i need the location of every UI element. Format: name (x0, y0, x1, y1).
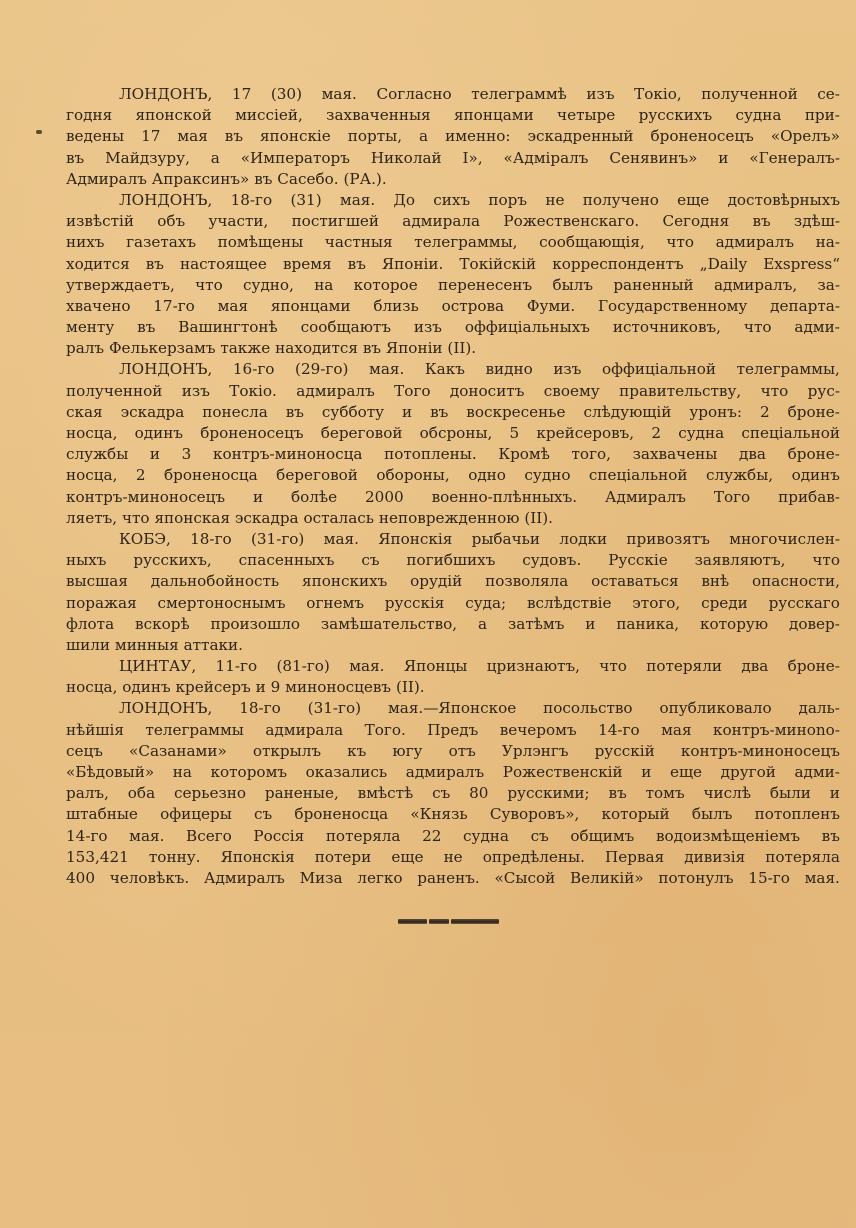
text-line: 400 человѣкъ. Адмиралъ Миза легко раненъ. «Сысой Великій» потонулъ 15-го мая. (66, 868, 840, 887)
text-line: ралъ Фелькерзамъ также находится въ Японіи (II). (66, 339, 477, 358)
divider-segment (451, 919, 499, 924)
text-line: ходится въ настоящее время въ Японіи. Токійскій корреспондентъ „Daily Exspress“ (66, 254, 840, 273)
text-line: поражая смертоноснымъ огнемъ русскія суда; вслѣдствіе этого, среди русскаго (66, 593, 840, 612)
text-line: штабные офицеры съ броненосца «Князь Суворовъ», который былъ потопленъ (66, 805, 840, 824)
text-line: ралъ, оба серьезно раненые, вмѣстѣ съ 80 русскими; въ томъ числѣ были и (66, 784, 840, 803)
text-line: сецъ «Сазанами» открылъ къ югу отъ Урлэнгъ русскій контръ-миноносецъ (66, 741, 840, 760)
text-line: ЛОНДОНЪ, 18-го (31) мая. До сихъ поръ не получено еще достовѣрныхъ (119, 190, 840, 209)
paragraph-tsingtao (66, 656, 840, 698)
margin-mark (36, 130, 42, 134)
text-line: ведены 17 мая въ японскіе порты, а именно: эскадренный броненосецъ «Орелъ» (66, 127, 840, 146)
divider-segment (398, 919, 427, 924)
text-line: извѣстій объ участи, постигшей адмирала Рожественскаго. Сегодня въ здѣш- (66, 212, 840, 231)
text-line: годня японской миссіей, захваченныя японцами четыре русскихъ судна при- (66, 106, 840, 125)
text-line: 153,421 тонну. Японскія потери еще не опредѣлены. Первая дивизія потеряла (66, 847, 840, 866)
text-line: 14-го мая. Всего Россія потеряла 22 судна съ общимъ водоизмѣщеніемъ въ (66, 826, 840, 845)
text-line: ЦИНТАУ, 11-го (81-го) мая. Японцы цризнаютъ, что потеряли два броне- (119, 657, 840, 676)
text-line: нѣйшія телеграммы адмирала Того. Предъ вечеромъ 14-го мая контръ-минono- (66, 720, 840, 739)
paragraph-london-17-30 (66, 84, 840, 190)
text-line: менту въ Вашингтонѣ сообщаютъ изъ оффиціальныхъ источниковъ, что адми- (66, 318, 840, 337)
text-line: службы и 3 контръ-миноносца потоплены. Кромѣ того, захвачены два броне- (66, 445, 840, 464)
text-line: хвачено 17-го мая японцами близь острова Фуми. Государственному департа- (66, 296, 840, 315)
text-line: ныхъ русскихъ, спасенныхъ съ погибшихъ судовъ. Русскіе заявляютъ, что (66, 551, 840, 570)
text-line: нихъ газетахъ помѣщены частныя телеграммы, сообщающія, что адмиралъ на- (66, 233, 840, 252)
text-line: носца, одинъ броненосецъ береговой обсроны, 5 крейсеровъ, 2 судна спеціальной (66, 424, 840, 442)
text-line: «Бѣдовый» на которомъ оказались адмиралъ Рожественскій и еще другой адми- (66, 763, 840, 781)
text-line: носца, одинъ крейсеръ и 9 миноносцевъ (II). (66, 678, 425, 697)
text-line: шили минныя аттаки. (66, 635, 243, 654)
text-line: ЛОНДОНЪ, 16-го (29-го) мая. Какъ видно изъ оффиціальной телеграммы, (119, 360, 840, 379)
paragraph-london-18-31-embassy (66, 698, 840, 889)
rule-divider (398, 919, 501, 925)
text-line: ЛОНДОНЪ, 17 (30) мая. Согласно телеграммѣ изъ Токіо, полученной се- (119, 85, 840, 103)
divider-segment (429, 919, 449, 924)
text-line: КОБЭ, 18-го (31-го) мая. Японскія рыбачьи лодки привозятъ многочислен- (119, 529, 840, 548)
paragraph-london-16-29 (66, 359, 840, 529)
text-line: утверждаетъ, что судно, на которое перенесенъ былъ раненный адмиралъ, за- (66, 275, 840, 294)
paragraph-london-18-31 (66, 190, 840, 360)
paragraph-kobe (66, 529, 840, 656)
news-telegrams (66, 84, 840, 889)
text-line: въ Майдзуру, а «Императоръ Николай I», «Адміралъ Сенявинъ» и «Генералъ- (66, 148, 840, 167)
text-line: полученной изъ Токіо. адмиралъ Того доноситъ своему правительству, что рус- (66, 381, 840, 400)
text-line: высшая дальнобойность японскихъ орудій позволяла оставаться внѣ опасности, (66, 572, 840, 591)
text-line: флота вскорѣ произошло замѣшательство, а затѣмъ и паника, которую довер- (66, 614, 840, 633)
text-line: ЛОНДОНЪ, 18-го (31-го) мая.—Японское посольство опубликовало даль- (119, 699, 840, 718)
text-line: носца, 2 броненосца береговой обороны, одно судно спеціальной службы, одинъ (66, 466, 840, 485)
text-line: ляетъ, что японская эскадра осталась неповрежденною (II). (66, 508, 554, 527)
text-line: контръ-миноносецъ и болѣе 2000 военно-плѣнныхъ. Адмиралъ Того прибав- (66, 487, 840, 506)
text-line: ская эскадра понесла въ субботу и въ воскресенье слѣдующій уронъ: 2 броне- (66, 402, 840, 421)
text-line: Адмиралъ Апраксинъ» въ Сасебо. (РА.). (66, 169, 387, 188)
